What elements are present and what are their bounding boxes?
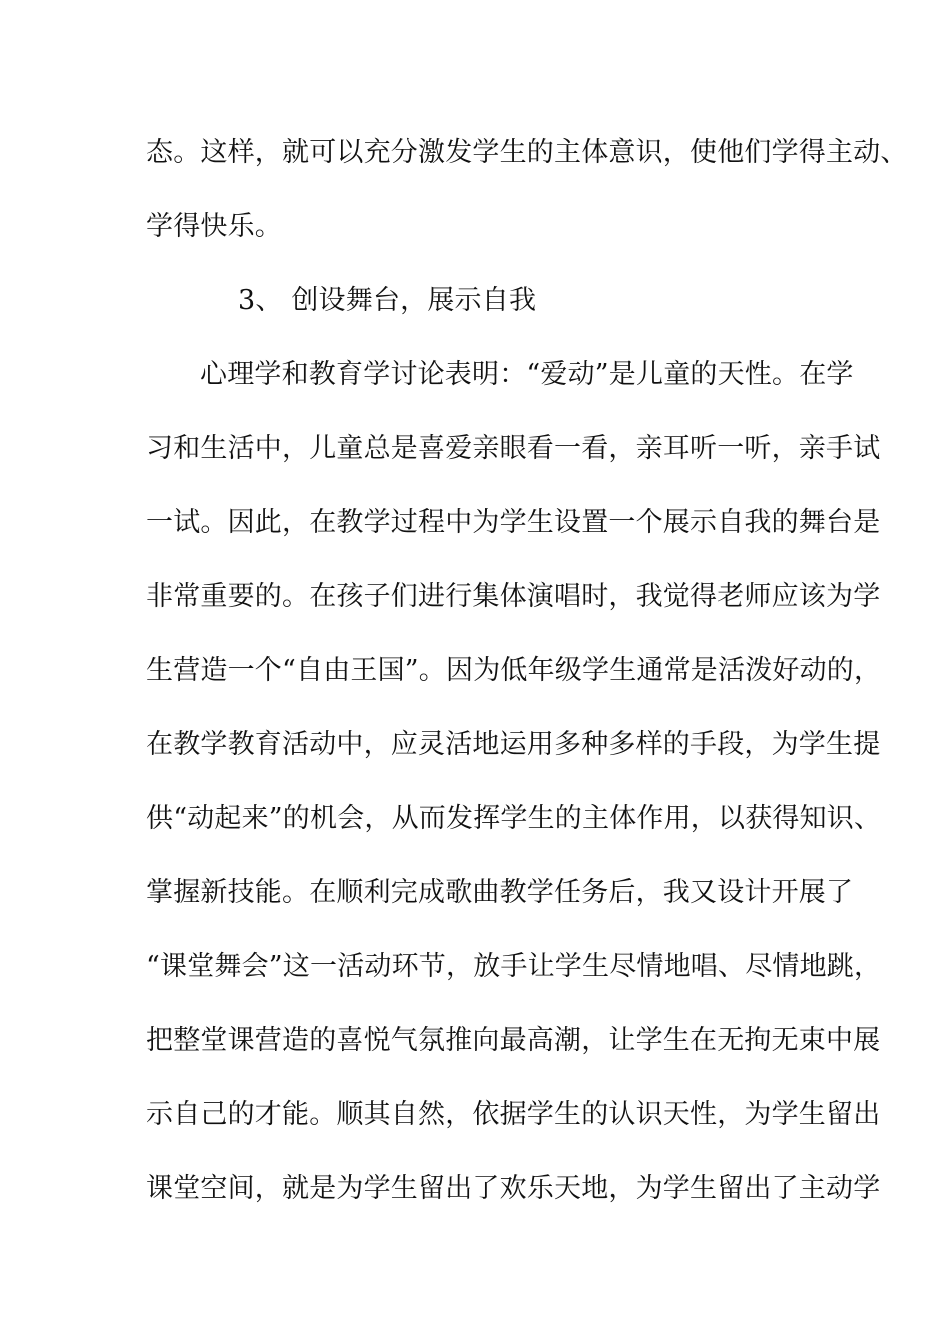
paragraph-line: 一试。因此，在教学过程中为学生设置一个展示自我的舞台是 <box>146 507 881 538</box>
paragraph-line: 供“动起来”的机会，从而发挥学生的主体作用，以获得知识、 <box>146 803 882 834</box>
paragraph-line: 学得快乐。 <box>146 211 282 242</box>
paragraph-line: 生营造一个“自由王国”。因为低年级学生通常是活泼好动的， <box>146 655 882 686</box>
paragraph-line: 课堂空间，就是为学生留出了欢乐天地，为学生留出了主动学 <box>146 1173 881 1204</box>
paragraph-line: 示自己的才能。顺其自然，依据学生的认识天性，为学生留出 <box>146 1099 881 1130</box>
paragraph-line: 把整堂课营造的喜悦气氛推向最高潮，让学生在无拘无束中展 <box>146 1025 881 1056</box>
paragraph-line: 态。这样，就可以充分激发学生的主体意识，使他们学得主动、 <box>146 137 908 168</box>
section-heading: 3、 创设舞台，展示自我 <box>238 285 537 316</box>
paragraph-line: “课堂舞会”这一活动环节，放手让学生尽情地唱、尽情地跳， <box>146 951 882 982</box>
paragraph-line: 习和生活中，儿童总是喜爱亲眼看一看，亲耳听一听，亲手试 <box>146 433 881 464</box>
paragraph-line: 非常重要的。在孩子们进行集体演唱时，我觉得老师应该为学 <box>146 581 881 612</box>
paragraph-line: 心理学和教育学讨论表明：“爱动”是儿童的天性。在学 <box>200 359 854 390</box>
paragraph-line: 在教学教育活动中，应灵活地运用多种多样的手段，为学生提 <box>146 729 881 760</box>
paragraph-line: 掌握新技能。在顺利完成歌曲教学任务后，我又设计开展了 <box>146 877 854 908</box>
